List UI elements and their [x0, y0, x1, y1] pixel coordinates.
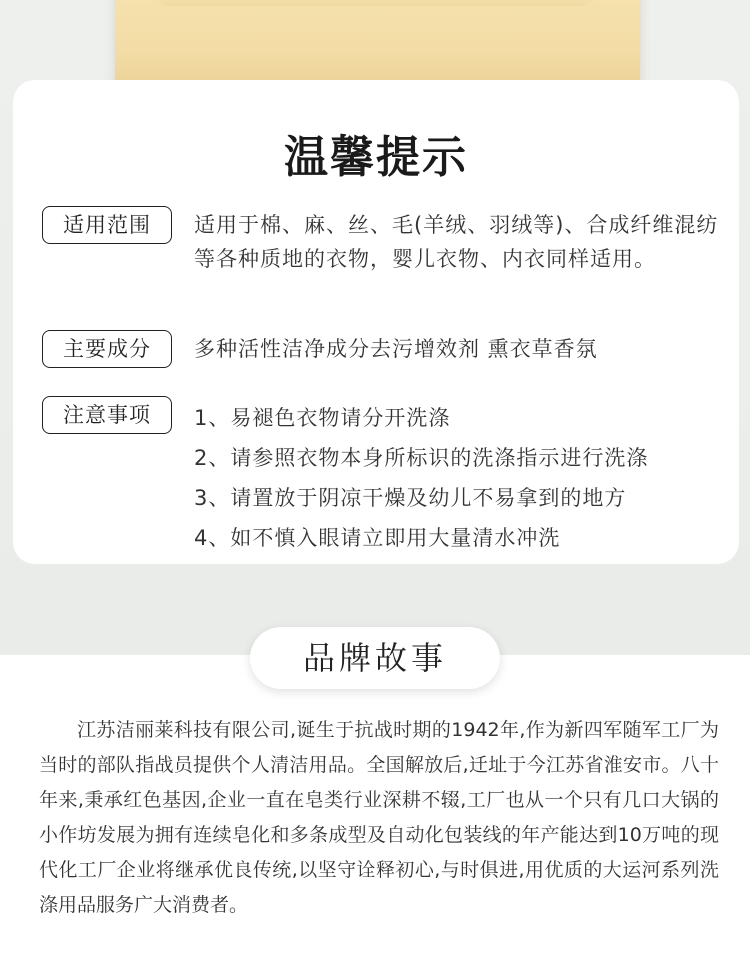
soap-emboss — [155, 0, 595, 6]
label-main-ingredients: 主要成分 — [42, 330, 172, 368]
usage-scope-text: 适用于棉、麻、丝、毛(羊绒、羽绒等)、合成纤维混纺等各种质地的衣物，婴儿衣物、内衣同样适用。 — [194, 213, 719, 271]
label-usage-scope: 适用范围 — [42, 206, 172, 244]
tips-title: 温馨提示 — [284, 132, 468, 183]
precautions-list — [194, 398, 724, 558]
precaution-item: 1、易褪色衣物请分开洗涤 — [194, 406, 451, 430]
brand-story-title: 品牌故事 — [250, 627, 500, 689]
label-precautions: 注意事项 — [42, 396, 172, 434]
precaution-item: 3、请置放于阴凉干燥及幼儿不易拿到的地方 — [194, 486, 627, 510]
brand-story-text: 江苏洁丽莱科技有限公司,诞生于抗战时期的1942年,作为新四军随军工厂为当时的部队指战员提供个人清洁用品。全国解放后,迁址于今江苏省淮安市。八十年来,秉承红色基因,企业一直在皂类行业深耕不辍,工厂也从一个只有几口大锅的小作坊发展为拥有连续皂化和多条成型及自动化包装线的年产能达到10万吨的现代化工厂企业将继承优良传统,以坚守诠释初心,与时俱进,用优质的大运河系列洗涤用品服务广大消费者。 — [39, 719, 719, 916]
tips-card — [13, 80, 739, 564]
precaution-item: 4、如不慎入眼请立即用大量清水冲洗 — [194, 526, 561, 550]
precaution-item: 2、请参照衣物本身所标识的洗涤指示进行洗涤 — [194, 446, 649, 470]
main-ingredients-text: 多种活性洁净成分去污增效剂 熏衣草香氛 — [194, 337, 598, 361]
